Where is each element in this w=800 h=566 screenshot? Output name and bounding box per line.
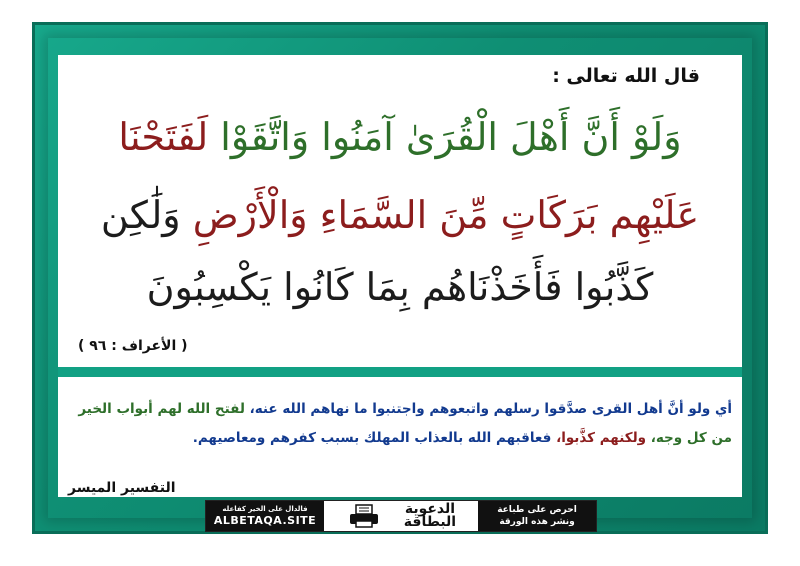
verse-segment: لَفَتَحْنَا <box>118 115 209 159</box>
print-note <box>478 501 596 531</box>
printer-icon <box>346 503 382 529</box>
tafsir-part: لفتح الله لهم أبواب الخير من كل وجه، <box>78 401 732 446</box>
verse-line-1 <box>76 117 724 159</box>
tafsir-part: ولكنهم كذَّبوا، <box>551 430 647 446</box>
logo-line: البطاقة <box>403 514 457 530</box>
footer-banner <box>205 500 597 532</box>
tafsir-text <box>68 395 732 453</box>
albetaqa-logo <box>404 503 456 529</box>
verse-intro: قال الله تعالى : <box>552 65 700 87</box>
site-url[interactable]: ALBETAQA.SITE <box>213 514 317 527</box>
verse-reference: ( الأعراف : ٩٦ ) <box>78 338 188 354</box>
print-note-line: احرص على طباعة <box>497 505 577 515</box>
verse-line-2 <box>76 195 724 237</box>
content-panel <box>58 55 742 497</box>
logo-line: الدعوية <box>404 501 456 517</box>
verse-line-3: كَذَّبُوا فَأَخَذْنَاهُم بِمَا كَانُوا يَكْسِبُونَ <box>146 265 654 309</box>
tafsir-part: أي ولو أنَّ أهل القرى صدَّقوا رسلهم واتبعوهم واجتنبوا ما نهاهم الله عنه، <box>244 401 732 417</box>
tafsir-source: التفسير الميسر <box>68 480 176 496</box>
verse-segment: آمَنُوا وَاتَّقَوْا <box>208 115 394 159</box>
print-note-line: ونشر هذه الورقة <box>499 517 575 527</box>
section-divider <box>58 367 742 377</box>
verse-segment: عَلَيْهِم بَرَكَاتٍ مِّنَ السَّمَاءِ وَالْأَرْضِ <box>180 193 700 237</box>
tafsir-part: فعاقبهم الله بالعذاب المهلك بسبب كفرهم ومعاصيهم. <box>192 430 552 446</box>
verse-segment: وَلَوْ أَنَّ أَهْلَ الْقُرَىٰ <box>393 115 682 159</box>
verse-segment: وَلَٰكِن <box>100 193 181 237</box>
site-tagline: فالدال على الخير كفاعله <box>222 505 308 513</box>
site-badge[interactable] <box>206 501 324 531</box>
